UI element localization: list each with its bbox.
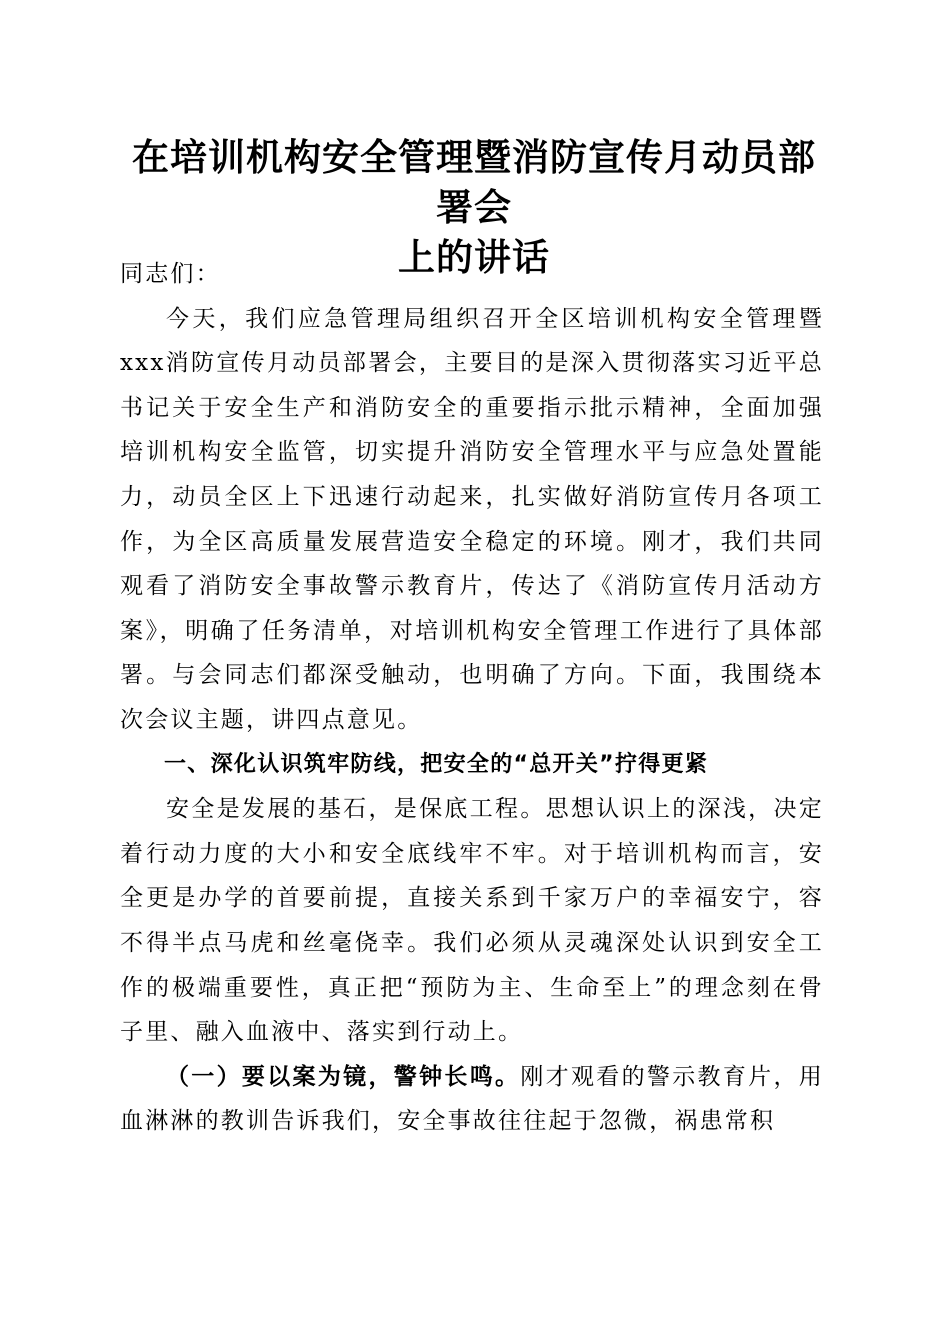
subsection-1-paragraph	[120, 1055, 824, 1144]
greeting: 同志们：	[120, 261, 221, 287]
title-line-1: 在培训机构安全管理暨消防宣传月动员部署会	[132, 135, 816, 229]
title-line-2: 上的讲话	[398, 235, 550, 279]
document-body	[120, 252, 824, 1144]
subsection-1-text: 刚才观看的警示教育片，用血淋淋的教训告诉我们，安全事故往往起于忽微，祸患常积	[120, 1063, 824, 1135]
section-1-paragraph: 安全是发展的基石，是保底工程。思想认识上的深浅，决定着行动力度的大小和安全底线牢不牢。对于培训机构而言，安全更是办学的首要前提，直接关系到千家万户的幸福安宁，容不得半点马虎和丝毫侥幸。我们必须从灵魂深处认识到安全工作的极端重要性，真正把“预防为主、生命至上”的理念刻在骨子里、融入血液中、落实到行动上。	[120, 796, 824, 1046]
intro-paragraph: 今天，我们应急管理局组织召开全区培训机构安全管理暨xxx消防宣传月动员部署会，主要目的是深入贯彻落实习近平总书记关于安全生产和消防安全的重要指示批示精神，全面加强培训机构安全监管，切实提升消防安全管理水平与应急处置能力，动员全区上下迅速行动起来，扎实做好消防宣传月各项工作，为全区高质量发展营造安全稳定的环境。刚才，我们共同观看了消防安全事故警示教育片，传达了《消防宣传月活动方案》，明确了任务清单，对培训机构安全管理工作进行了具体部署。与会同志们都深受触动，也明确了方向。下面，我围绕本次会议主题，讲四点意见。	[120, 305, 824, 733]
subsection-1-lead: （一）要以案为镜，警钟长鸣。	[166, 1062, 521, 1090]
section-1-heading: 一、深化认识筑牢防线，把安全的“总开关”拧得更紧	[164, 751, 709, 777]
